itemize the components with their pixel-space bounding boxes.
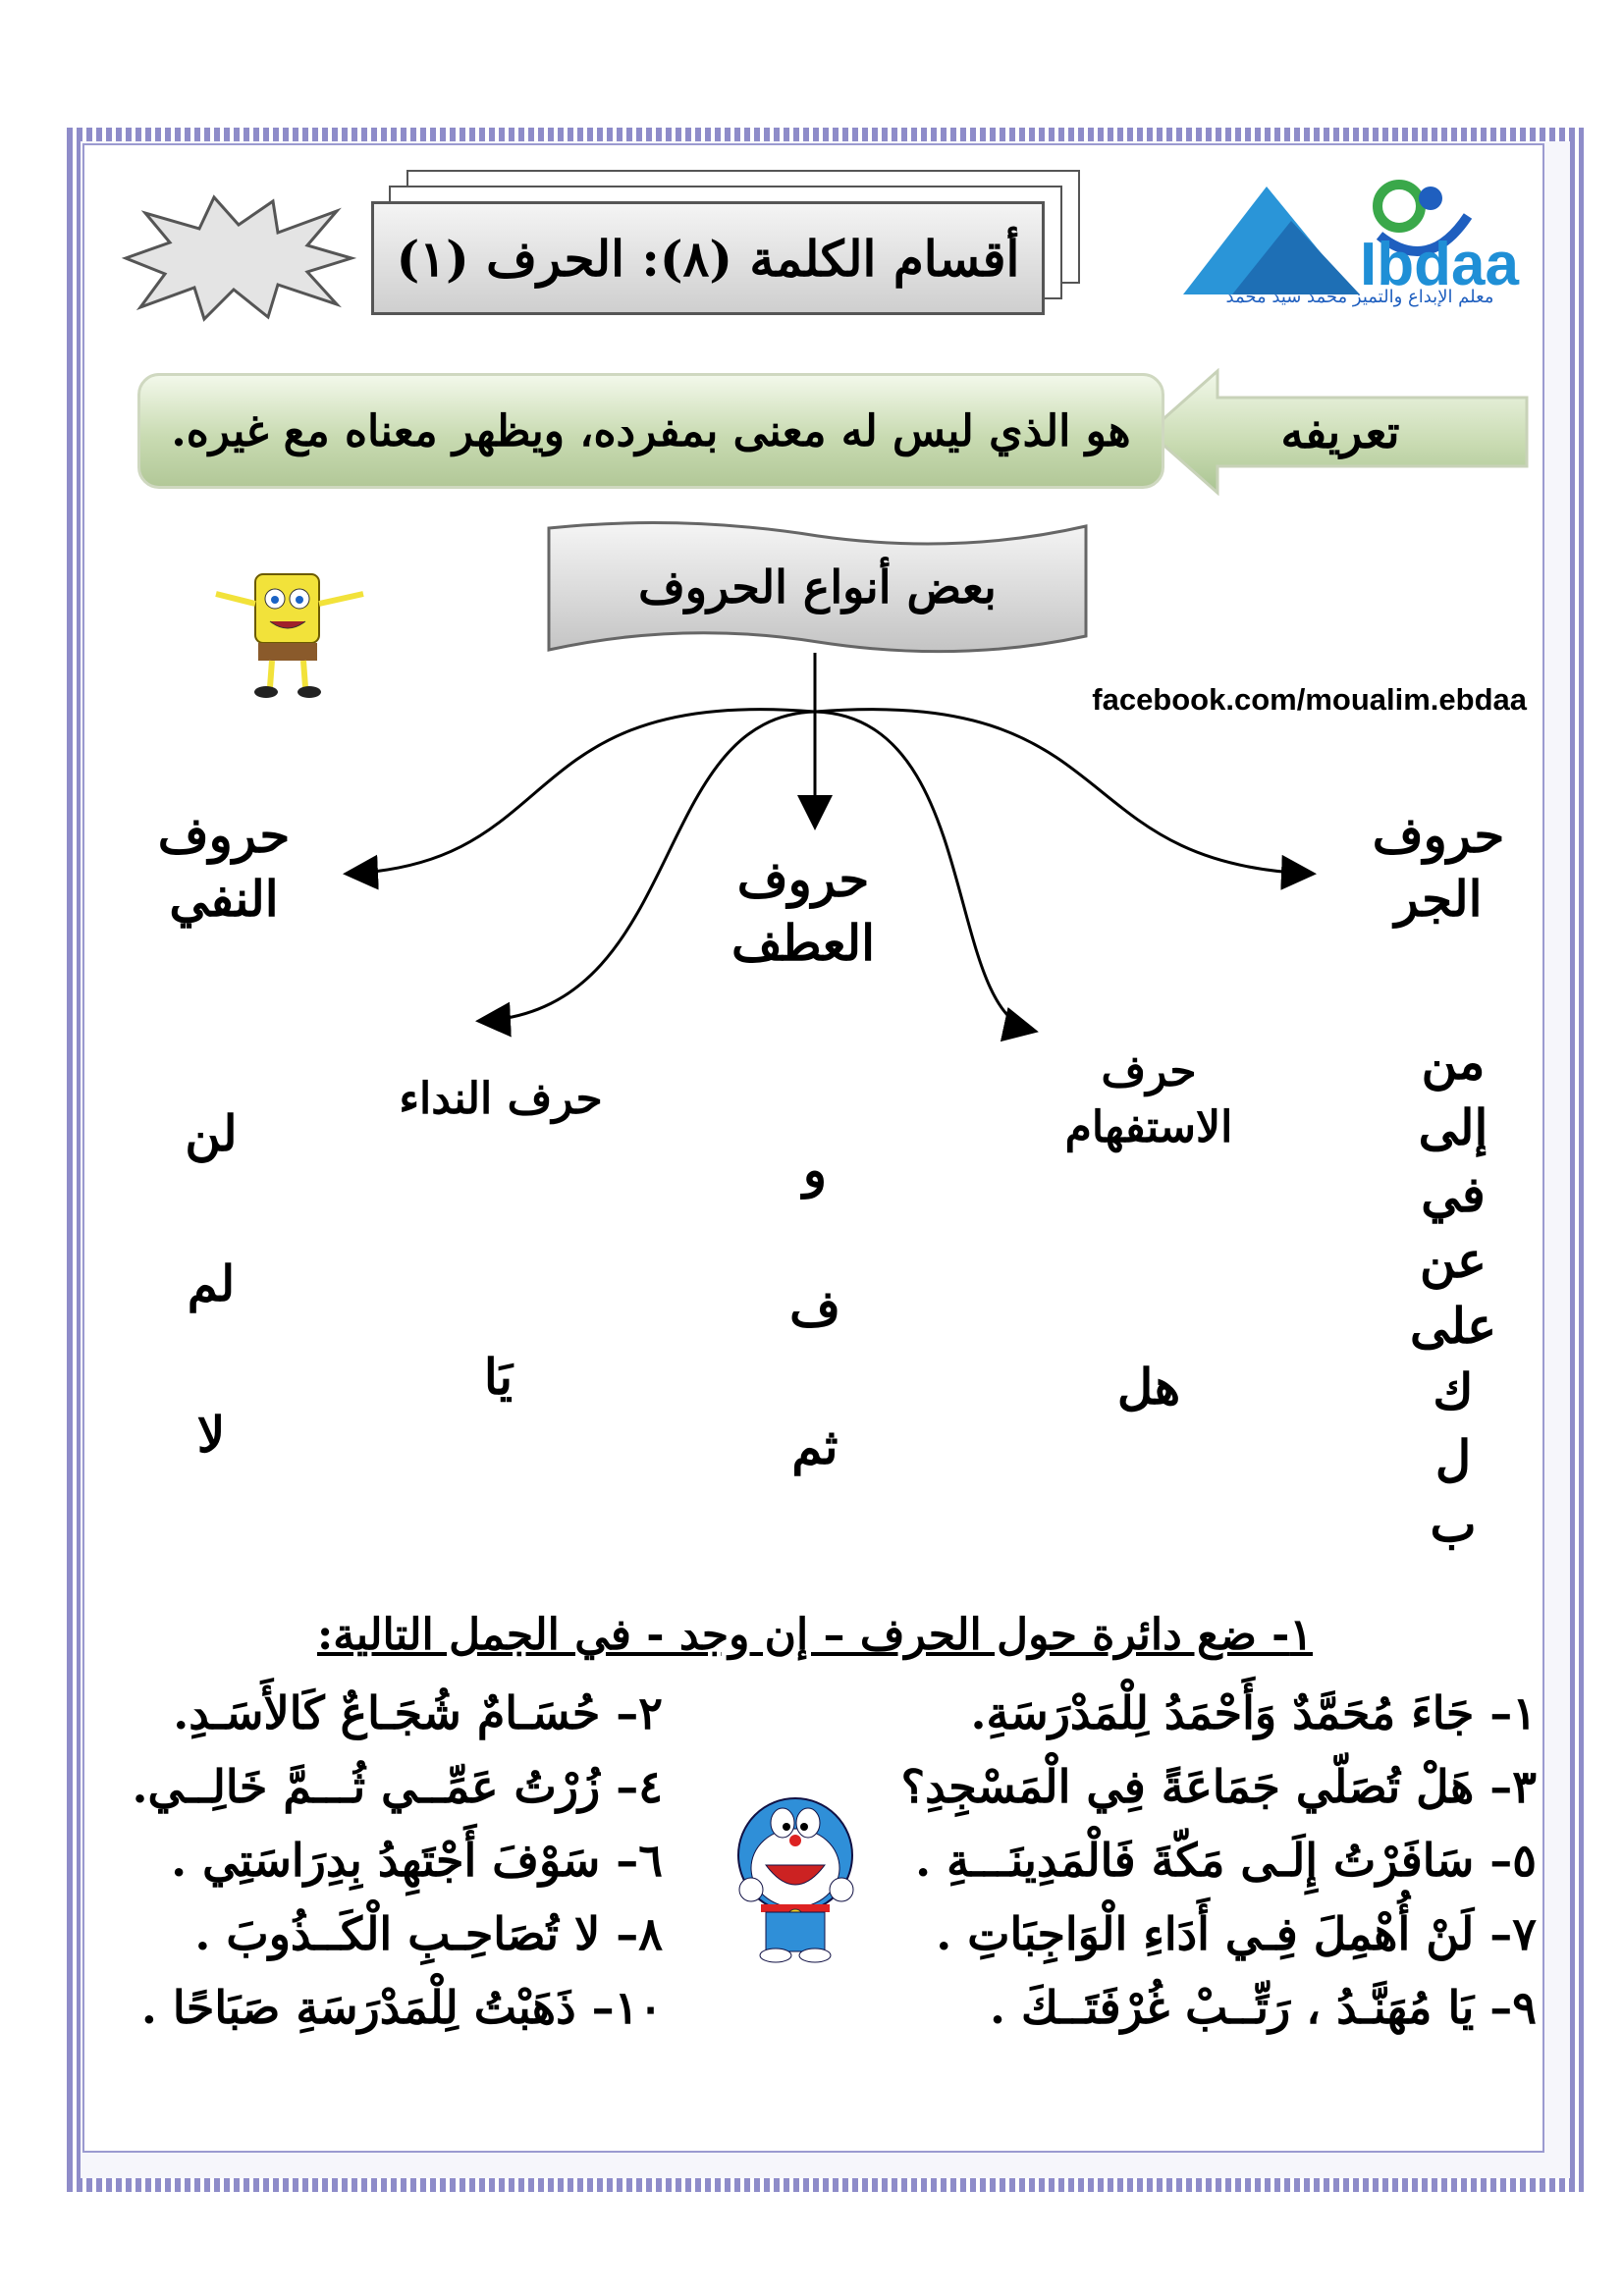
definition-label: تعريفه (1280, 405, 1400, 458)
istifham-item: هل (1116, 1358, 1181, 1415)
sentence-2: ٢– حُسَـامٌ شُجَـاعٌ كَالأَسَـدِ. (173, 1686, 663, 1739)
category-jar-title: حروف الجر (1372, 805, 1505, 928)
tag-nafy (137, 982, 285, 1556)
category-istifham-title: حرف الاستفهام (1064, 1045, 1233, 1152)
sentence-8: ٨– لا تُصَاحِـبِ الْكَــذُوبَ . (194, 1907, 663, 1960)
category-nafy (106, 775, 342, 957)
sentence-5: ٥– سَافَرْتُ إِلَـى مَكّةَ فَالْمَدِينَـــةِ . (915, 1834, 1537, 1887)
facebook-link[interactable]: facebook.com/moualim.ebdaa (1092, 682, 1527, 717)
sentence-10: ١٠– ذَهَبْتُ لِلْمَدْرَسَةِ صَبَاحًا . (140, 1981, 663, 2034)
category-nafy-title: حروف النفي (157, 805, 291, 928)
sponge-character-image (201, 564, 373, 702)
jar-item: ل (1434, 1428, 1472, 1487)
nafy-item: لم (187, 1255, 236, 1312)
nafy-item: لن (185, 1103, 238, 1162)
category-atf-title: حروف العطف (730, 849, 876, 972)
tag-istifham (1080, 1217, 1217, 1556)
robot-cat-character-image (722, 1791, 869, 1963)
jar-item: من (1421, 1033, 1486, 1092)
jar-item: ك (1433, 1362, 1474, 1421)
sentence-9: ٩– يَا مُهَنَّـدُ ، رَتِّــبْ غُرْفَتَــكَ . (990, 1981, 1537, 2034)
logo-caption: معلم الإبداع والتميز محمد سيد محمد (1225, 287, 1494, 307)
atf-item: ف (789, 1279, 840, 1337)
logo-text: Ibdaa (1360, 231, 1519, 298)
jar-item: على (1409, 1297, 1497, 1356)
nidaa-item: يَا (483, 1348, 514, 1406)
category-nidaa (378, 1011, 623, 1188)
category-jar (1321, 775, 1556, 957)
sentence-4: ٤– زُرْتُ عَمِّــي ثُـــمَّ خَالِــي. (132, 1760, 663, 1813)
tag-jar (1380, 982, 1527, 1566)
category-nidaa-title: حرف النداء (399, 1074, 603, 1125)
category-atf (685, 820, 921, 1001)
jar-item: في (1421, 1164, 1486, 1223)
jar-item: عن (1420, 1230, 1487, 1289)
sentence-7: ٧– لَنْ أُهْمِلَ فِـي أَدَاءِ الْوَاجِبَاتِ . (936, 1907, 1537, 1960)
sentence-1: ١– جَاءَ مُحَمَّدٌ وَأَحْمَدُ لِلْمَدْرَسَةِ. (970, 1686, 1537, 1739)
burst-decoration (116, 191, 356, 324)
sentence-3: ٣– هَلْ تُصَلّي جَمَاعَةً فِي الْمَسْجِدِ؟ (900, 1760, 1537, 1813)
category-istifham (1026, 1011, 1271, 1188)
definition-text: هو الذي ليس له معنى بمفرده، ويظهر معناه مع غيره. (137, 373, 1164, 489)
page-title: أقسام الكلمة (٨): الحرف (١) (371, 201, 1045, 315)
exercise-instruction: ١- ضع دائرة حول الحرف – إن وجد - في الجمل التالية: (316, 1610, 1314, 1660)
tag-nidaa (422, 1217, 574, 1536)
nafy-item: لا (196, 1405, 226, 1464)
types-title: بعض أنواع الحروف (638, 560, 997, 614)
atf-item: ثم (791, 1417, 839, 1475)
atf-item: و (802, 1141, 828, 1199)
sentence-6: ٦– سَوْفَ أَجْتَهِدُ بِدِرَاسَتِي . (171, 1834, 663, 1887)
jar-item: إلى (1418, 1098, 1488, 1157)
jar-item: ب (1430, 1494, 1477, 1553)
tag-atf (741, 1021, 889, 1556)
